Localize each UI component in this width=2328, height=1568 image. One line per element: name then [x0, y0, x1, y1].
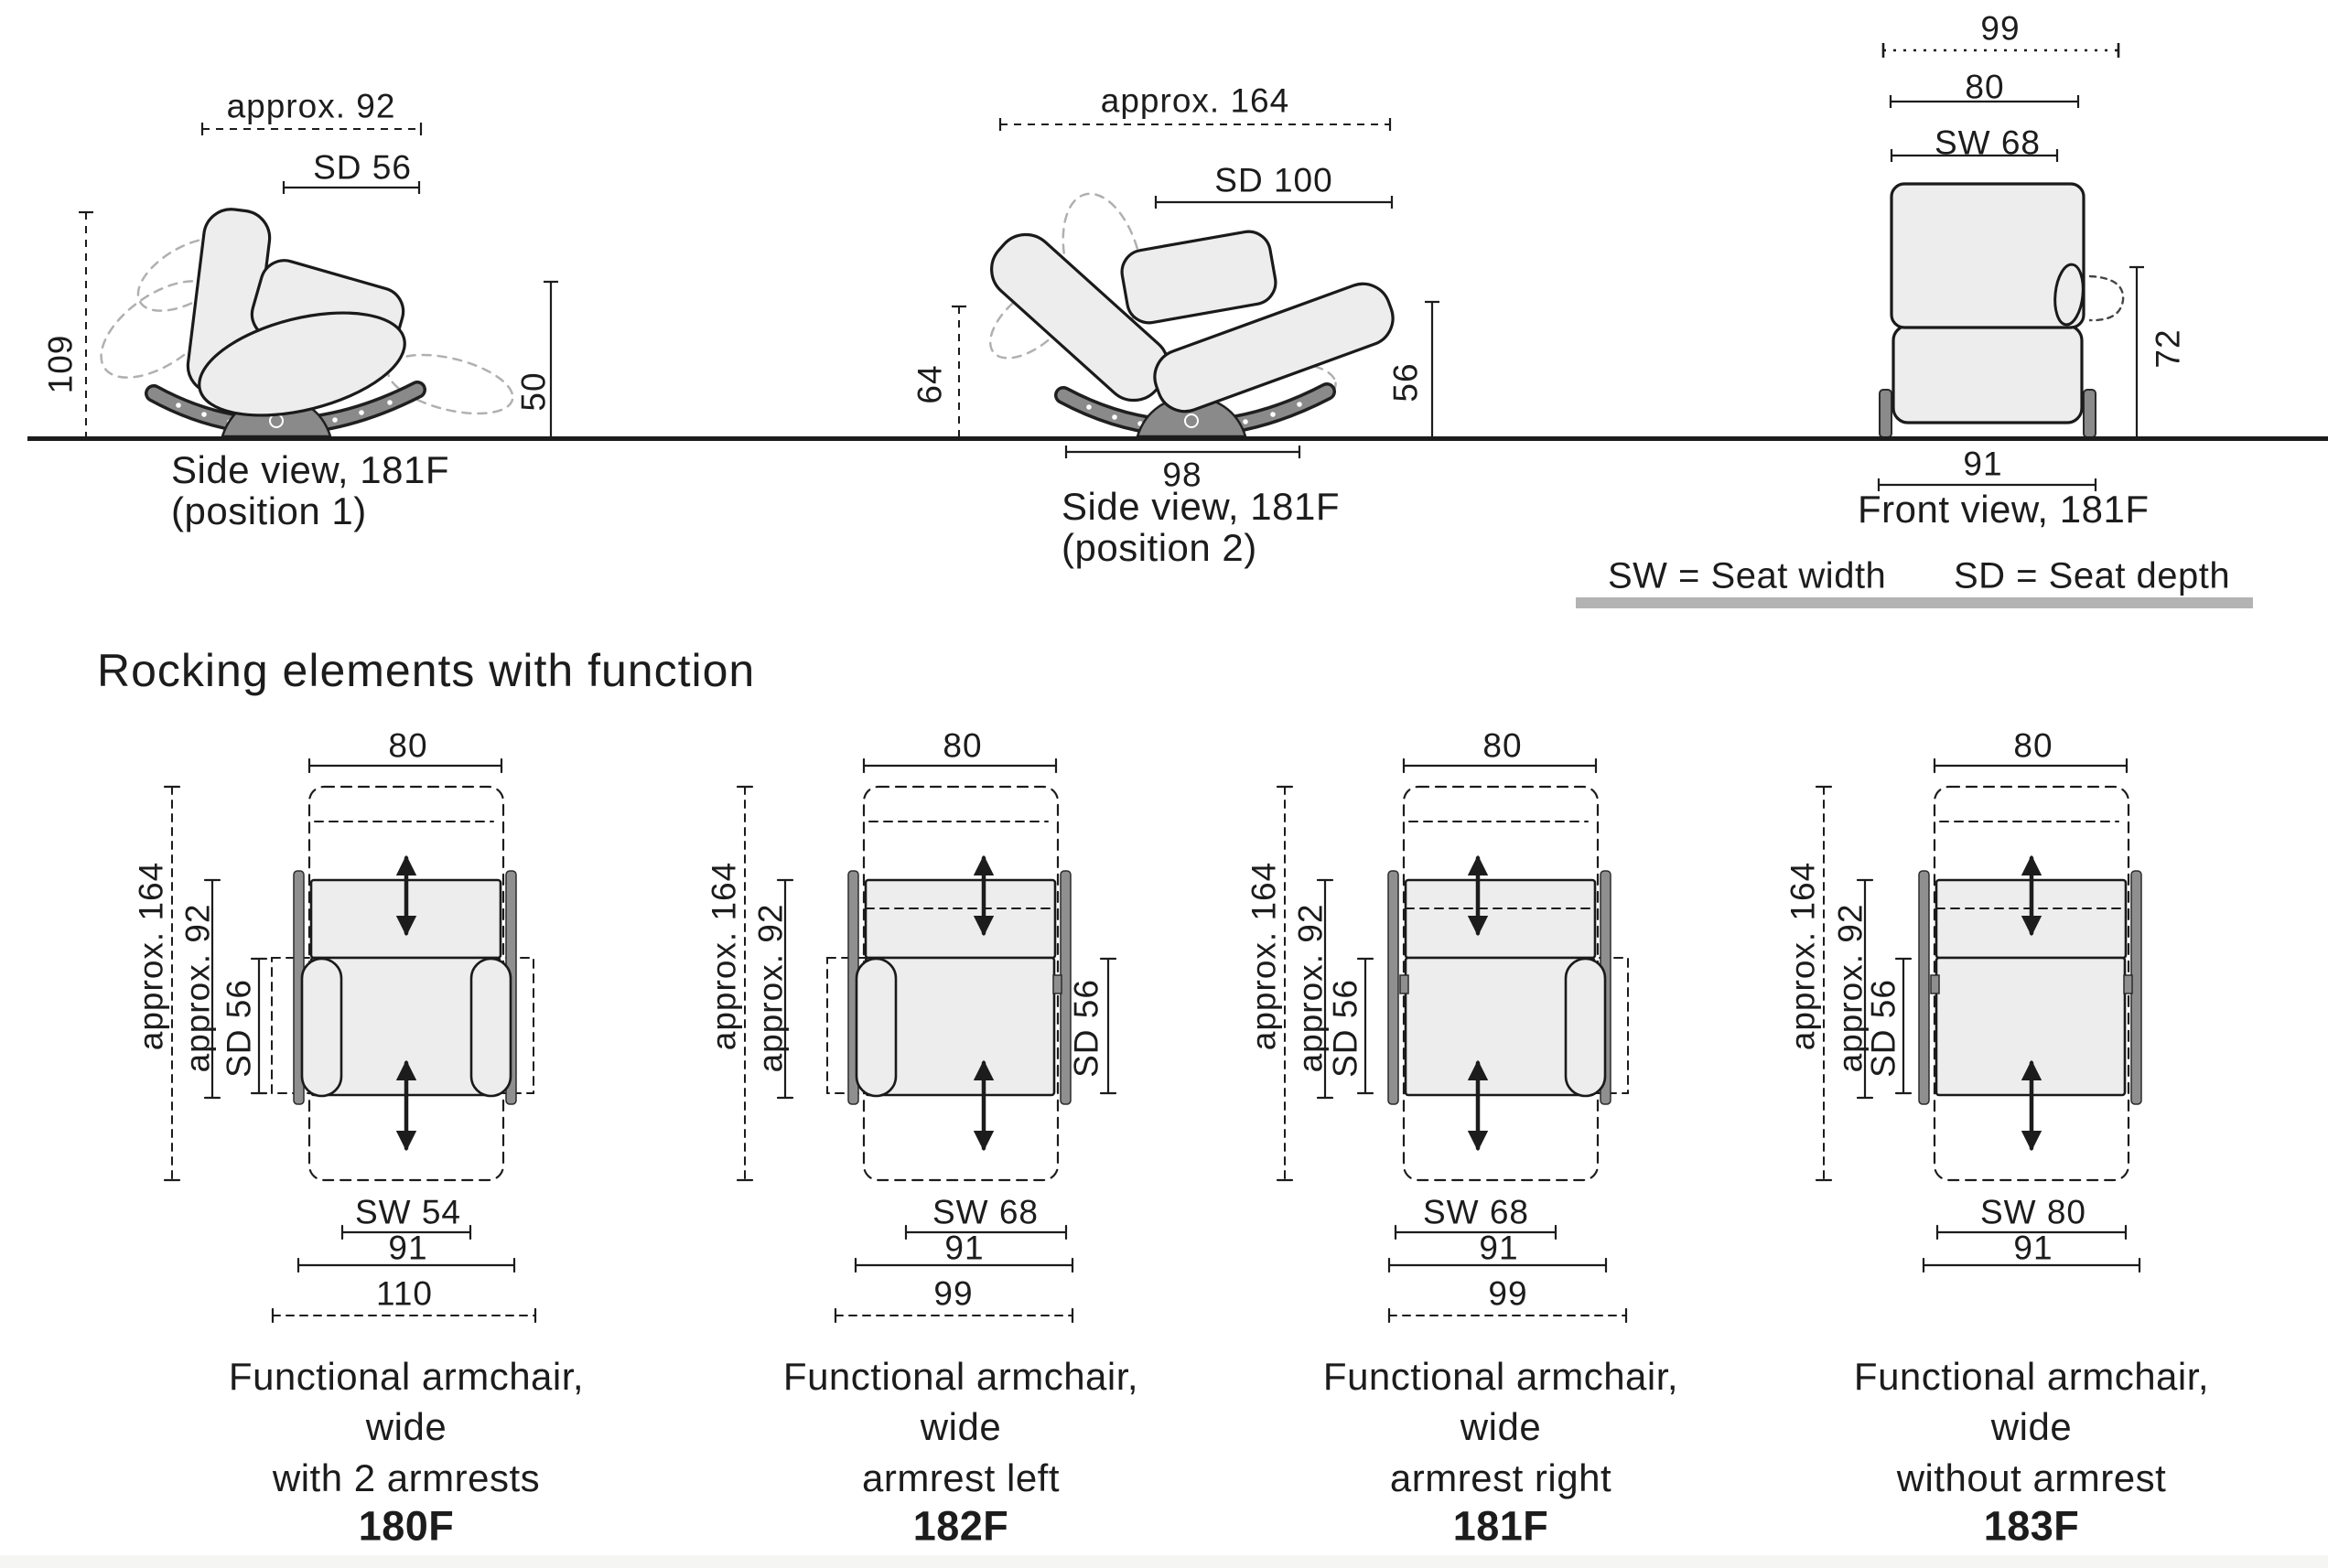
rocker-end-left	[1880, 390, 1892, 437]
product-name-line1: Functional armchair,	[1322, 1355, 1679, 1398]
dim-base-width-183F: 91	[2013, 1229, 2053, 1267]
dim-overall-length-180F: approx. 164	[132, 861, 170, 1051]
caption-side-view-1: Side view, 181F	[171, 448, 450, 491]
front-view-drawing	[1880, 184, 2123, 437]
seat-front	[1893, 326, 2082, 423]
dim-seat-depth-183F: SD 56	[1864, 979, 1902, 1078]
dim-overall-height-sv1: 109	[41, 334, 80, 394]
release-handle	[1931, 975, 1939, 993]
dim-overall-length-183F: approx. 164	[1784, 861, 1822, 1051]
product-code-180F: 180F	[358, 1502, 455, 1550]
side-view-1-drawing	[85, 206, 519, 436]
dim-base-width-181F: 91	[1479, 1229, 1519, 1267]
dim-seat-width-181F: SW 68	[1422, 1193, 1530, 1231]
dim-overall-width-182F: 99	[933, 1274, 974, 1313]
armrest-left-topview	[857, 959, 896, 1096]
dim-seat-depth-sv2: SD 100	[1214, 161, 1333, 199]
armrest-left-topview	[302, 959, 341, 1096]
dim-seat-height-sv2: 56	[1386, 362, 1425, 403]
ground-line	[27, 436, 2328, 441]
rocker-end-right	[2084, 390, 2096, 437]
dim-overall-width-sv2: approx. 164	[1100, 81, 1290, 120]
product-name-line2: wide	[1990, 1405, 2073, 1448]
dim-seat-width-front: SW 68	[1934, 124, 2042, 162]
dim-height-front: 72	[2149, 328, 2187, 369]
dim-overall-length-182F: approx. 164	[705, 861, 743, 1051]
side-view-2-drawing	[977, 185, 1401, 436]
product-code-183F: 183F	[1983, 1502, 2080, 1550]
top-view-182F	[738, 759, 1116, 1322]
armrest-right-topview	[471, 959, 511, 1096]
product-code-181F: 181F	[1452, 1502, 1549, 1550]
caption-side-view-2-position: (position 2)	[1062, 526, 1257, 569]
product-name-line1: Functional armchair,	[1853, 1355, 2210, 1398]
dim-overall-width-front: 99	[1980, 9, 2021, 48]
dim-seat-width-183F: SW 80	[1979, 1193, 2087, 1231]
section-title: Rocking elements with function	[97, 645, 756, 696]
dim-overall-width-181F: 99	[1488, 1274, 1528, 1313]
product-name-line1: Functional armchair,	[782, 1355, 1139, 1398]
caption-side-view-1-position: (position 1)	[171, 489, 367, 532]
product-name-line3: armrest left	[861, 1456, 1061, 1499]
dim-back-width-183F: 80	[2013, 726, 2053, 765]
dim-overall-width-sv1: approx. 92	[226, 87, 396, 125]
dim-base-width-182F: 91	[944, 1229, 985, 1267]
dim-body-length-182F: approx. 92	[751, 903, 790, 1073]
armrest-side2	[1118, 228, 1278, 326]
product-name-line3: armrest right	[1389, 1456, 1612, 1499]
dim-seat-depth-sv1: SD 56	[313, 148, 412, 187]
dim-body-length-181F: approx. 92	[1291, 903, 1330, 1073]
dim-seat-width-180F: SW 54	[354, 1193, 462, 1231]
product-name-line2: wide	[1460, 1405, 1542, 1448]
dim-base-width-front: 91	[1963, 445, 2003, 483]
legend-seat-depth: SD = Seat depth	[1954, 555, 2231, 596]
product-name-line2: wide	[365, 1405, 447, 1448]
dim-body-length-180F: approx. 92	[178, 903, 217, 1073]
dim-body-length-183F: approx. 92	[1831, 903, 1870, 1073]
backrest-topview	[1406, 880, 1595, 958]
dim-seat-depth-181F: SD 56	[1326, 979, 1364, 1078]
product-name-line1: Functional armchair,	[228, 1355, 585, 1398]
dim-seat-depth-180F: SD 56	[220, 979, 258, 1078]
release-handle	[1053, 975, 1062, 993]
armrest-right-topview	[1566, 959, 1605, 1096]
dim-back-width-front: 80	[1965, 68, 2005, 106]
headrest-ghost-front	[2090, 276, 2123, 320]
dim-overall-height-sv2: 64	[911, 364, 949, 404]
release-handle	[1400, 975, 1408, 993]
release-handle	[2124, 975, 2132, 993]
legend-seat-width: SW = Seat width	[1608, 555, 1887, 596]
backrest-topview	[866, 880, 1055, 958]
dim-back-width-182F: 80	[943, 726, 983, 765]
dim-base-width-sv2: 98	[1162, 456, 1202, 494]
dim-seat-depth-182F: SD 56	[1067, 979, 1105, 1078]
product-name-line3: without armrest	[1896, 1456, 2167, 1499]
product-name-line3: with 2 armrests	[272, 1456, 541, 1499]
legend-underline	[1576, 597, 2253, 608]
product-code-182F: 182F	[912, 1502, 1009, 1550]
dim-back-width-181F: 80	[1482, 726, 1523, 765]
dim-base-width-180F: 91	[388, 1229, 428, 1267]
product-name-line2: wide	[920, 1405, 1002, 1448]
caption-side-view-2: Side view, 181F	[1062, 485, 1341, 528]
dim-back-width-180F: 80	[388, 726, 428, 765]
dim-seat-width-182F: SW 68	[932, 1193, 1040, 1231]
dim-overall-width-180F: 110	[376, 1274, 433, 1313]
caption-front-view: Front view, 181F	[1858, 488, 2150, 531]
dim-seat-height-sv1: 50	[514, 371, 553, 412]
rocker-rail-topview	[1919, 871, 1929, 1104]
dim-overall-length-181F: approx. 164	[1245, 861, 1283, 1051]
rocker-rail-topview	[1388, 871, 1398, 1104]
page-bottom-strip	[0, 1555, 2328, 1568]
